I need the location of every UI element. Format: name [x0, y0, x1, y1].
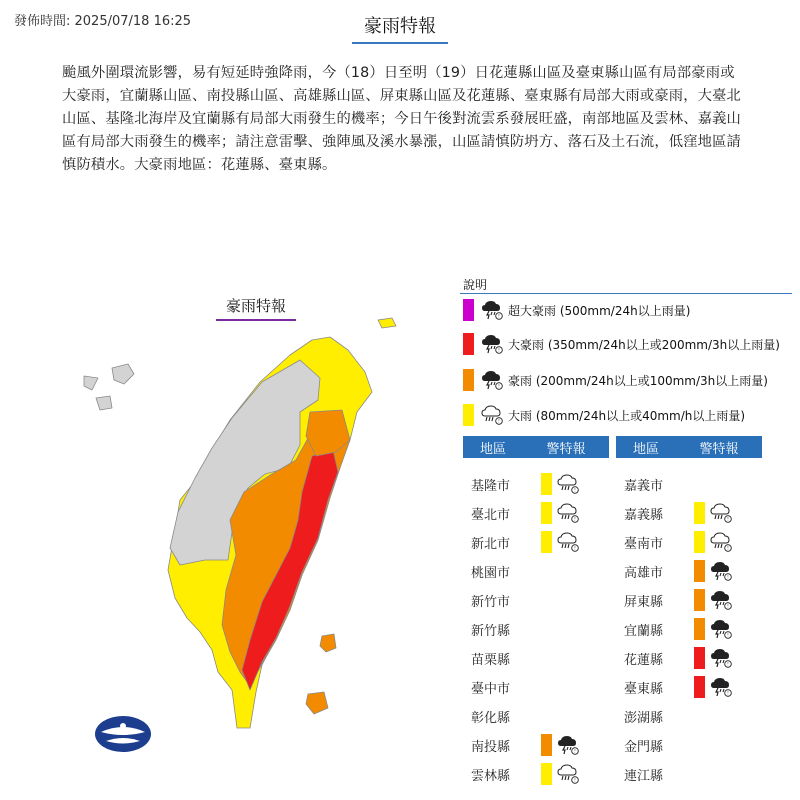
thunderstorm-rain-icon — [709, 647, 733, 669]
thunderstorm-rain-icon — [709, 676, 733, 698]
warning-swatch — [694, 618, 705, 640]
svg-text:!: ! — [574, 748, 576, 754]
region-name: 連江縣 — [624, 768, 664, 784]
rain-cloud-icon — [556, 502, 580, 524]
warning-swatch — [694, 647, 705, 669]
region-name: 澎湖縣 — [624, 710, 664, 726]
region-name: 雲林縣 — [471, 768, 511, 784]
legend-title: 說明 — [463, 278, 488, 292]
svg-text:!: ! — [727, 603, 729, 609]
table-row — [624, 617, 733, 641]
svg-text:!: ! — [498, 383, 500, 389]
table-row — [471, 704, 531, 728]
warning-swatch — [541, 473, 552, 495]
legend-divider — [460, 293, 792, 294]
region-name: 屏東縣 — [624, 594, 664, 610]
thunderstorm-rain-icon — [480, 369, 504, 391]
warning-swatch — [541, 763, 552, 785]
map-island-guishan — [378, 318, 396, 328]
warning-swatch — [694, 589, 705, 611]
region-name: 新竹市 — [471, 594, 511, 610]
warning-swatch — [541, 531, 552, 553]
svg-text:!: ! — [727, 632, 729, 638]
svg-text:!: ! — [574, 516, 576, 522]
thunderstorm-rain-icon — [480, 299, 504, 321]
svg-text:!: ! — [727, 574, 729, 580]
region-name: 臺北市 — [471, 507, 511, 523]
table-row — [471, 733, 580, 757]
map-title: 豪雨特報 — [216, 295, 296, 321]
rain-cloud-icon — [709, 531, 733, 553]
legend-item-extremely-heavy — [463, 369, 768, 391]
region-name: 基隆市 — [471, 478, 511, 494]
region-name: 彰化縣 — [471, 710, 511, 726]
map-island-green — [320, 634, 336, 652]
cwa-logo-icon — [95, 716, 151, 752]
legend-label: 大雨 (80mm/24h以上或40mm/h以上雨量) — [508, 408, 746, 423]
rain-cloud-icon — [556, 763, 580, 785]
rain-cloud-icon — [480, 404, 504, 426]
table-row — [471, 472, 580, 496]
table-row — [624, 530, 733, 554]
svg-text:!: ! — [498, 313, 500, 319]
thunderstorm-rain-icon — [709, 618, 733, 640]
region-name: 苗栗縣 — [471, 652, 511, 668]
rain-cloud-icon — [556, 531, 580, 553]
region-name: 嘉義市 — [624, 478, 664, 494]
region-name: 臺東縣 — [624, 681, 664, 697]
thunderstorm-rain-icon — [556, 734, 580, 756]
table-row — [471, 501, 580, 525]
legend-item-extreme-torrential — [463, 299, 690, 321]
svg-text:!: ! — [574, 545, 576, 551]
map-island-penghu-2 — [84, 376, 98, 390]
svg-text:!: ! — [727, 516, 729, 522]
region-name: 桃園市 — [471, 565, 511, 581]
svg-text:!: ! — [574, 777, 576, 783]
table-header-right — [616, 436, 762, 458]
legend-swatch — [463, 404, 474, 426]
legend-swatch — [463, 369, 474, 391]
legend-item-torrential — [463, 333, 780, 355]
legend-swatch — [463, 299, 474, 321]
col-warning-right: 警特報 — [699, 441, 739, 457]
table-row — [624, 472, 684, 496]
warning-swatch — [541, 502, 552, 524]
region-name: 新竹縣 — [471, 623, 511, 639]
warning-description: 颱風外圍環流影響，易有短延時強降雨，今（18）日至明（19）日花蓮縣山區及臺東縣山區有局部豪雨或大豪雨，宜蘭縣山區、南投縣山區、高雄縣山區、屏東縣山區及花蓮縣、臺東縣有局部大雨或豪雨，大臺北山區、基隆北海岸及宜蘭縣有局部大雨發生的機率；今日午後對流雲系發展旺盛，南部地區及雲林、嘉義山區有局部大雨發生的機率；請注意雷擊、強陣風及溪水暴漲，山區請慎防坍方、落石及土石流，低窪地區請慎防積水。大豪雨地區：花蓮縣、臺東縣。 — [62, 65, 741, 173]
map-island-penghu-1 — [112, 364, 134, 384]
region-name: 高雄市 — [624, 565, 664, 581]
svg-text:!: ! — [727, 661, 729, 667]
table-row — [624, 559, 733, 583]
svg-text:!: ! — [498, 347, 500, 353]
table-row — [624, 733, 684, 757]
table-row — [471, 675, 531, 699]
thunderstorm-rain-icon — [709, 589, 733, 611]
warning-swatch — [694, 531, 705, 553]
thunderstorm-rain-icon — [709, 560, 733, 582]
region-name: 臺中市 — [471, 681, 511, 697]
svg-text:!: ! — [727, 545, 729, 551]
region-name: 宜蘭縣 — [624, 623, 664, 639]
legend-swatch — [463, 333, 474, 355]
table-header-left — [463, 436, 609, 458]
table-row — [471, 646, 531, 670]
col-region-right: 地區 — [632, 441, 659, 457]
page-title: 豪雨特報 — [352, 12, 448, 44]
rain-cloud-icon — [709, 502, 733, 524]
table-row — [471, 559, 531, 583]
table-row — [624, 675, 733, 699]
svg-text:!: ! — [498, 418, 500, 424]
col-warning-left: 警特報 — [546, 441, 586, 457]
table-row — [624, 588, 733, 612]
region-name: 嘉義縣 — [624, 507, 664, 523]
region-name: 南投縣 — [471, 739, 511, 755]
col-region-left: 地區 — [479, 441, 506, 457]
table-row — [624, 501, 733, 525]
warning-swatch — [694, 560, 705, 582]
warning-swatch — [541, 734, 552, 756]
thunderstorm-rain-icon — [480, 333, 504, 355]
svg-text:!: ! — [727, 690, 729, 696]
svg-text:!: ! — [574, 487, 576, 493]
legend-label: 豪雨 (200mm/24h以上或100mm/3h以上雨量) — [508, 373, 768, 388]
table-row — [624, 646, 733, 670]
table-row — [624, 704, 684, 728]
warning-swatch — [694, 676, 705, 698]
region-name: 臺南市 — [624, 536, 664, 552]
warning-swatch — [694, 502, 705, 524]
region-name: 金門縣 — [624, 739, 664, 755]
map-island-penghu-3 — [96, 396, 112, 410]
legend-label: 大豪雨 (350mm/24h以上或200mm/3h以上雨量) — [508, 337, 780, 352]
map-island-orchid — [306, 692, 328, 714]
issue-time: 發佈時間: 2025/07/18 16:25 — [14, 14, 192, 29]
rain-cloud-icon — [556, 473, 580, 495]
table-row — [471, 588, 531, 612]
legend-item-heavy — [463, 404, 745, 426]
legend-label: 超大豪雨 (500mm/24h以上雨量) — [508, 303, 691, 318]
table-row — [624, 762, 684, 786]
table-row — [471, 762, 580, 786]
region-name: 新北市 — [471, 536, 511, 552]
table-row — [471, 617, 531, 641]
region-name: 花蓮縣 — [624, 652, 664, 668]
table-row — [471, 530, 580, 554]
